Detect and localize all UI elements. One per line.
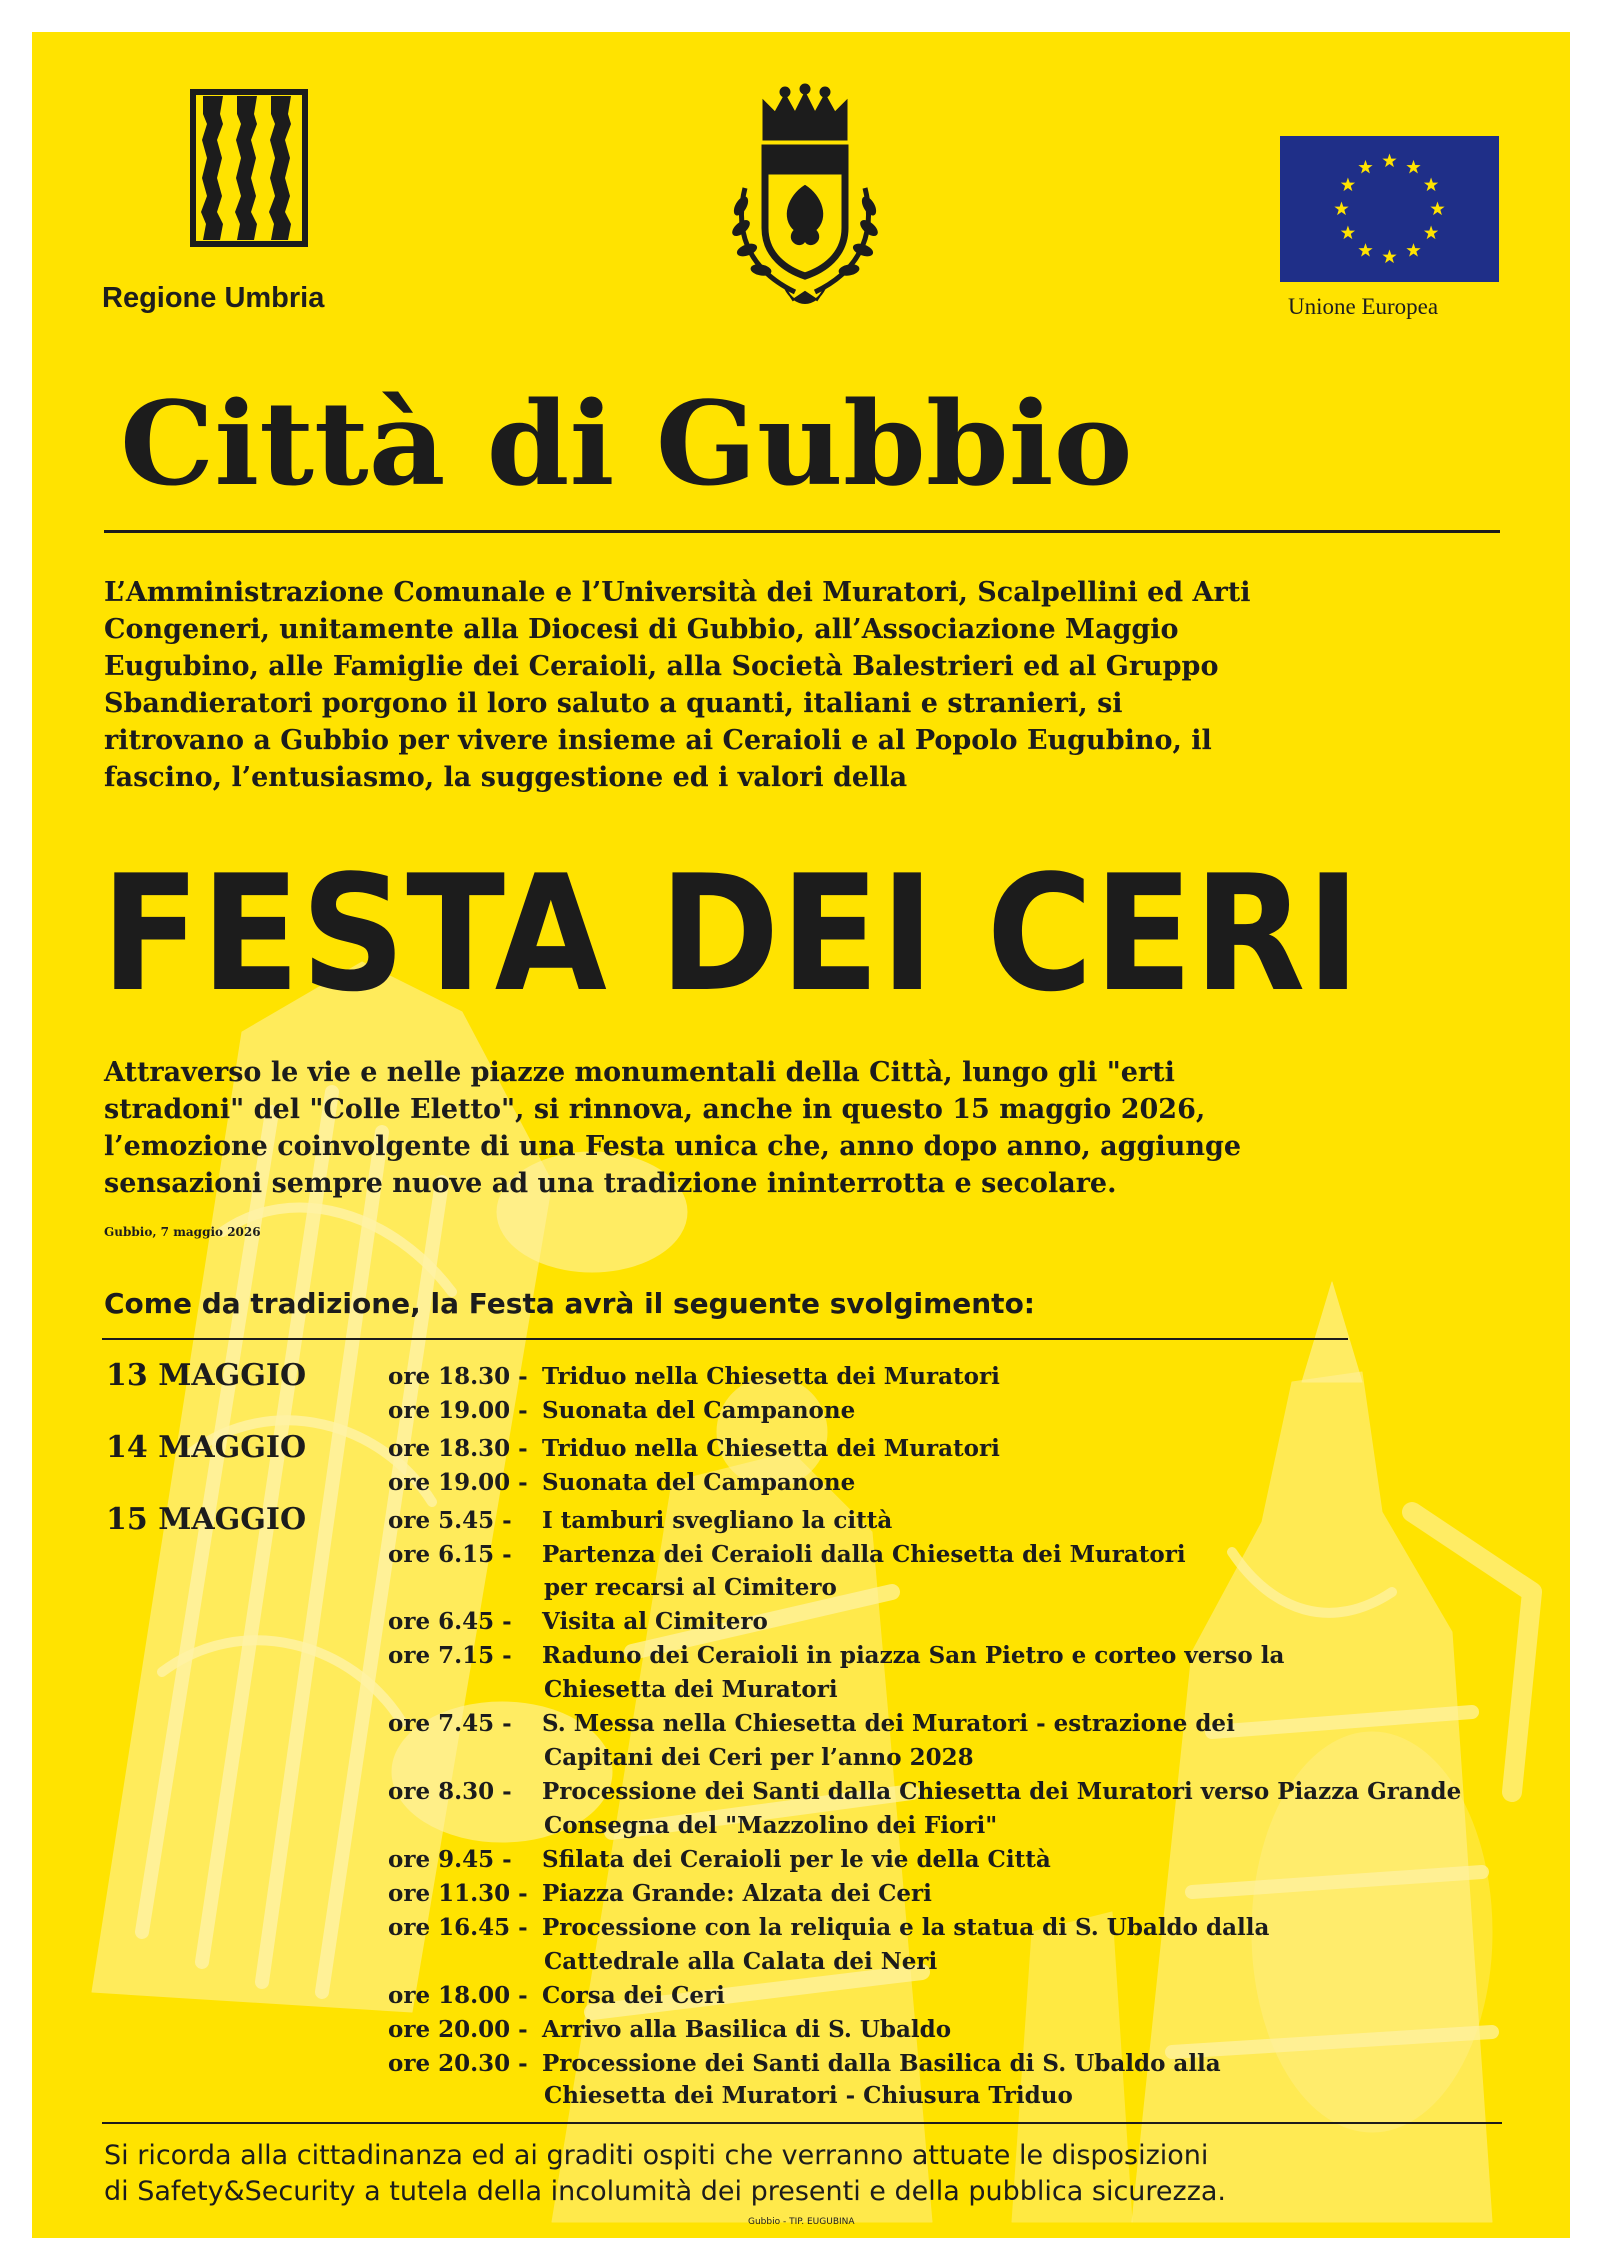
safety-notice (104, 2138, 1226, 2210)
schedule-event: Arrivo alla Basilica di S. Ubaldo (542, 2016, 952, 2043)
closing-line: l’emozione coinvolgente di una Festa unica che, anno dopo anno, aggiunge (104, 1131, 1242, 1162)
schedule-event: per recarsi al Cimitero (544, 1574, 837, 1601)
schedule-time: ore 18.30 - (388, 1363, 528, 1390)
schedule-time: ore 16.45 - (388, 1914, 528, 1941)
date-place: Gubbio, 7 maggio 2026 (104, 1225, 261, 1239)
schedule-event: Sfilata dei Ceraioli per le vie della Città (542, 1846, 1051, 1873)
schedule-day: 15 MAGGIO (106, 1502, 307, 1537)
schedule-event: Visita al Cimitero (542, 1608, 768, 1635)
schedule-event: Triduo nella Chiesetta dei Muratori (542, 1363, 1000, 1390)
schedule-event: Cattedrale alla Calata dei Neri (544, 1948, 938, 1975)
schedule-time: ore 7.45 - (388, 1710, 512, 1737)
schedule-event: Processione dei Santi dalla Basilica di S. Ubaldo alla (542, 2050, 1221, 2077)
schedule-event: Chiesetta dei Muratori - Chiusura Triduo (544, 2082, 1073, 2109)
schedule-time: ore 5.45 - (388, 1507, 512, 1534)
printer-credit: Gubbio - TIP. EUGUBINA (748, 2217, 855, 2227)
schedule-event: Suonata del Campanone (542, 1397, 856, 1424)
safety-notice-line: di Safety&Security a tutela della incolumità dei presenti e della pubblica sicurezza. (104, 2176, 1226, 2207)
intro-line: Congeneri, unitamente alla Diocesi di Gubbio, all’Associazione Maggio (104, 614, 1179, 645)
schedule-event: Processione con la reliquia e la statua di S. Ubaldo dalla (542, 1914, 1270, 1941)
schedule-event: I tamburi svegliano la città (542, 1507, 893, 1534)
schedule-event: Partenza dei Ceraioli dalla Chiesetta dei Muratori (542, 1541, 1186, 1568)
schedule-time: ore 11.30 - (388, 1880, 528, 1907)
closing-line: Attraverso le vie e nelle piazze monumentali della Città, lungo gli "erti (104, 1057, 1175, 1088)
event-title: FESTA DEI CERI (101, 840, 1362, 1027)
schedule-time: ore 8.30 - (388, 1778, 512, 1805)
poster-sheet (32, 32, 1570, 2238)
schedule-day: 14 MAGGIO (106, 1430, 307, 1465)
schedule-event: Chiesetta dei Muratori (544, 1676, 838, 1703)
schedule-event: Consegna del "Mazzolino dei Fiori" (544, 1812, 998, 1839)
schedule (32, 32, 1570, 2238)
schedule-event: S. Messa nella Chiesetta dei Muratori - estrazione dei (542, 1710, 1235, 1737)
schedule-event: Corsa dei Ceri (542, 1982, 725, 2009)
schedule-time: ore 20.30 - (388, 2050, 528, 2077)
schedule-event: Triduo nella Chiesetta dei Muratori (542, 1435, 1000, 1462)
regione-umbria-label: Regione Umbria (102, 282, 325, 314)
intro-line: Sbandieratori porgono il loro saluto a quanti, italiani e stranieri, si (104, 688, 1123, 719)
schedule-event: Raduno dei Ceraioli in piazza San Pietro e corteo verso la (542, 1642, 1285, 1669)
schedule-time: ore 9.45 - (388, 1846, 512, 1873)
intro-line: Eugubino, alle Famiglie dei Ceraioli, alla Società Balestrieri ed al Gruppo (104, 651, 1219, 682)
schedule-time: ore 18.00 - (388, 1982, 528, 2009)
closing-line: sensazioni sempre nuove ad una tradizione ininterrotta e secolare. (104, 1168, 1117, 1199)
closing-line: stradoni" del "Colle Eletto", si rinnova, anche in questo 15 maggio 2026, (104, 1094, 1206, 1125)
program-heading: Come da tradizione, la Festa avrà il seguente svolgimento: (104, 1287, 1035, 1320)
eu-label: Unione Europea (1288, 294, 1439, 319)
intro-line: ritrovano a Gubbio per vivere insieme ai Ceraioli e al Popolo Eugubino, il (104, 725, 1212, 756)
schedule-time: ore 18.30 - (388, 1435, 528, 1462)
page-title: Città di Gubbio (120, 377, 1133, 512)
intro-line: L’Amministrazione Comunale e l’Università dei Muratori, Scalpellini ed Arti (104, 577, 1251, 608)
safety-notice-line: Si ricorda alla cittadinanza ed ai graditi ospiti che verranno attuate le disposizioni (104, 2140, 1209, 2171)
schedule-event: Suonata del Campanone (542, 1469, 856, 1496)
schedule-event: Piazza Grande: Alzata dei Ceri (542, 1880, 932, 1907)
intro-line: fascino, l’entusiasmo, la suggestione ed i valori della (104, 762, 908, 793)
schedule-event: Processione dei Santi dalla Chiesetta dei Muratori verso Piazza Grande (542, 1778, 1462, 1805)
schedule-time: ore 6.15 - (388, 1541, 512, 1568)
schedule-event: Capitani dei Ceri per l’anno 2028 (544, 1744, 974, 1771)
schedule-time: ore 20.00 - (388, 2016, 528, 2043)
schedule-day: 13 MAGGIO (106, 1358, 307, 1393)
schedule-time: ore 19.00 - (388, 1397, 528, 1424)
footer-divider (102, 2122, 1502, 2124)
schedule-time: ore 19.00 - (388, 1469, 528, 1496)
schedule-time: ore 6.45 - (388, 1608, 512, 1635)
schedule-time: ore 7.15 - (388, 1642, 512, 1669)
